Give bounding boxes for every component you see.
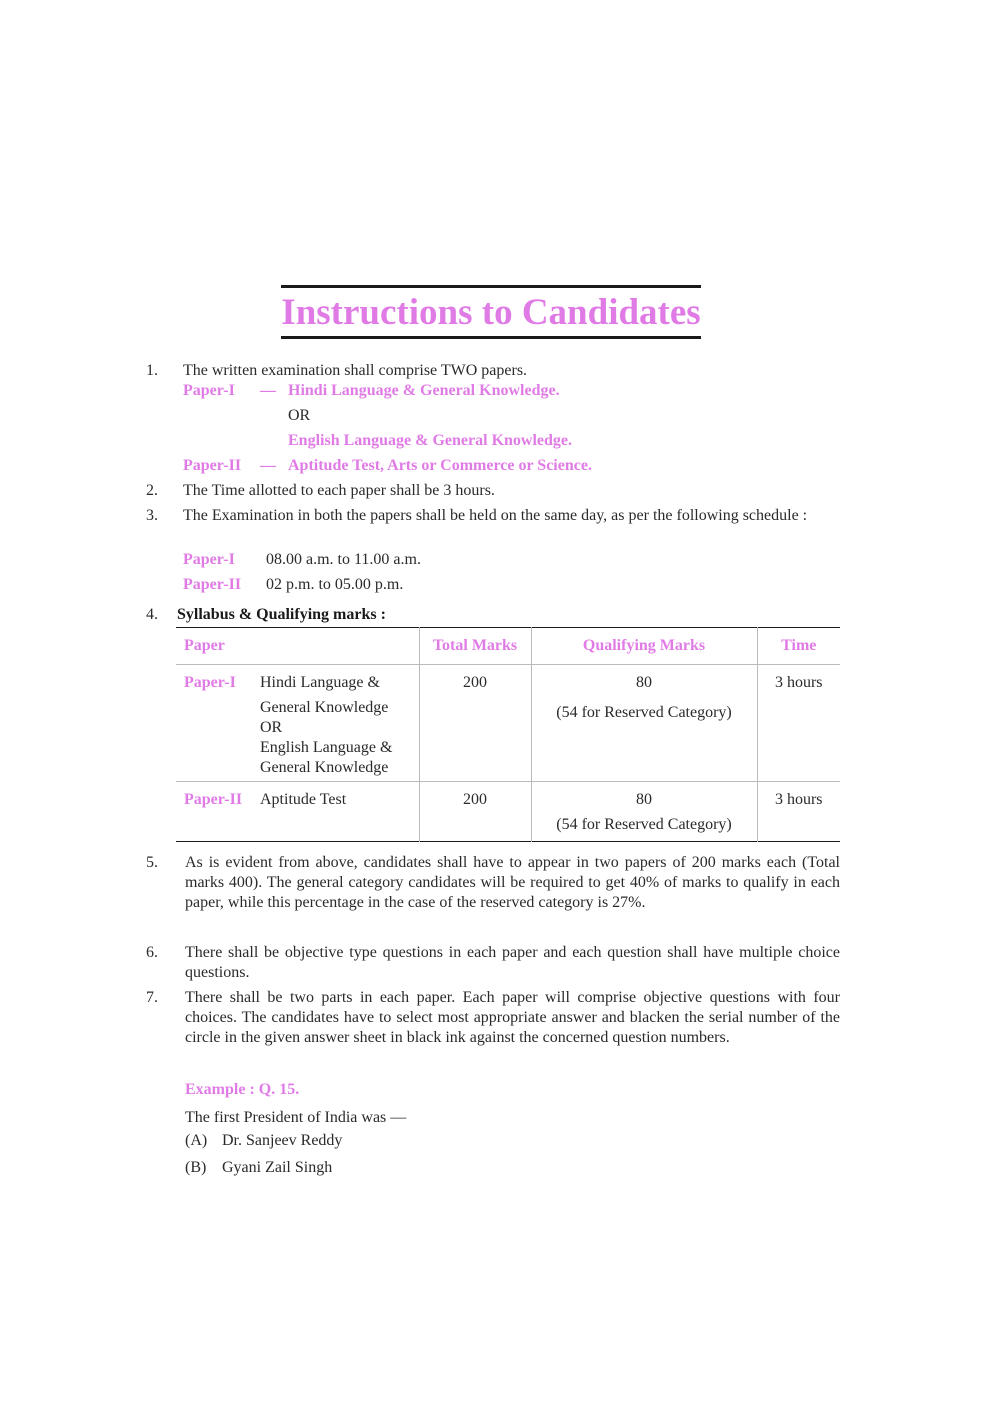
header-total-marks: Total Marks xyxy=(419,628,531,665)
item-4-heading: Syllabus & Qualifying marks : xyxy=(177,606,386,623)
item-7-text: There shall be two parts in each paper. Each paper will comprise objective questions with four choices. The candidates have to select most appropriate answer and blacken the serial number of the circle in the given answer sheet in black ink against the concerned question numbers. xyxy=(185,989,840,1046)
item-1-paper2-label: Paper-II xyxy=(183,457,242,474)
item-1-paper1-label: Paper-I xyxy=(183,382,235,399)
row-1-subject-line: OR xyxy=(260,719,283,736)
example-heading: Example : Q. 15. xyxy=(185,1081,300,1098)
cell-paper xyxy=(176,665,419,782)
row-2-subject-line: Aptitude Test xyxy=(260,791,347,808)
header-qualifying-marks: Qualifying Marks xyxy=(531,628,757,665)
option-b-key: (B) xyxy=(185,1159,207,1176)
option-a-text: Dr. Sanjeev Reddy xyxy=(222,1132,343,1149)
item-1-number: 1. xyxy=(146,362,158,379)
item-1-text: The written examination shall comprise TWO papers. xyxy=(183,362,528,379)
item-5-text: As is evident from above, candidates shall have to appear in two papers of 200 marks each (Total marks 400). The general category candidates will be required to get 40% of marks to qualify in each paper, while this percentage in the case of the reserved category is 27%. xyxy=(185,854,840,911)
item-3-number: 3. xyxy=(146,507,158,524)
item-2-text: The Time allotted to each paper shall be 3 hours. xyxy=(183,482,495,499)
row-1-qualifying: 80 xyxy=(636,674,652,691)
item-1-paper1-english: English Language & General Knowledge. xyxy=(288,432,573,449)
header-paper: Paper xyxy=(176,628,419,665)
row-1-time: 3 hours xyxy=(757,665,840,782)
example-question: The first President of India was — xyxy=(185,1109,407,1126)
row-1-subject-line: General Knowledge xyxy=(260,759,389,776)
row-1-subject-line: English Language & xyxy=(260,739,393,756)
row-1-subject xyxy=(260,673,392,778)
row-1-total: 200 xyxy=(419,665,531,782)
item-1-or: OR xyxy=(288,407,311,424)
item-3-paper2-time: 02 p.m. to 05.00 p.m. xyxy=(266,576,404,593)
item-1-paper2-text: Aptitude Test, Arts or Commerce or Science. xyxy=(288,457,592,474)
row-2-time: 3 hours xyxy=(757,782,840,842)
row-1-subject-line: General Knowledge xyxy=(260,699,389,716)
row-2-qualifying: 80 xyxy=(636,791,652,808)
item-1-paper1-hindi: Hindi Language & General Knowledge. xyxy=(288,382,560,399)
item-7-number: 7. xyxy=(146,989,158,1006)
item-3-text: The Examination in both the papers shall be held on the same day, as per the following schedule : xyxy=(183,507,808,524)
item-4-number: 4. xyxy=(146,606,158,623)
item-1-dash-2: — xyxy=(260,457,276,474)
item-5-number: 5. xyxy=(146,854,158,871)
row-1-qualifying-note: (54 for Reserved Category) xyxy=(556,704,732,721)
cell-qualifying xyxy=(531,782,757,842)
page-title: Instructions to Candidates xyxy=(281,292,701,333)
table-row xyxy=(176,782,840,842)
option-a-key: (A) xyxy=(185,1132,208,1149)
item-6-number: 6. xyxy=(146,944,158,961)
header-time: Time xyxy=(757,628,840,665)
row-1-label: Paper-I xyxy=(184,674,236,691)
item-3-paper1-label: Paper-I xyxy=(183,551,235,568)
item-3-paper2-label: Paper-II xyxy=(183,576,242,593)
option-b-text: Gyani Zail Singh xyxy=(222,1159,333,1176)
row-2-total: 200 xyxy=(419,782,531,842)
cell-paper xyxy=(176,782,419,842)
item-2-number: 2. xyxy=(146,482,158,499)
table-row xyxy=(176,665,840,782)
syllabus-table xyxy=(176,627,840,842)
table-header-row xyxy=(176,628,840,665)
row-2-label: Paper-II xyxy=(184,791,243,808)
title-box xyxy=(281,285,701,339)
row-2-qualifying-note: (54 for Reserved Category) xyxy=(556,816,732,833)
row-1-subject-line: Hindi Language & xyxy=(260,674,380,691)
item-3-paper1-time: 08.00 a.m. to 11.00 a.m. xyxy=(266,551,421,568)
cell-qualifying xyxy=(531,665,757,782)
item-1-dash-1: — xyxy=(260,382,276,399)
item-6-text: There shall be objective type questions in each paper and each question shall have multiple choice questions. xyxy=(185,944,840,981)
